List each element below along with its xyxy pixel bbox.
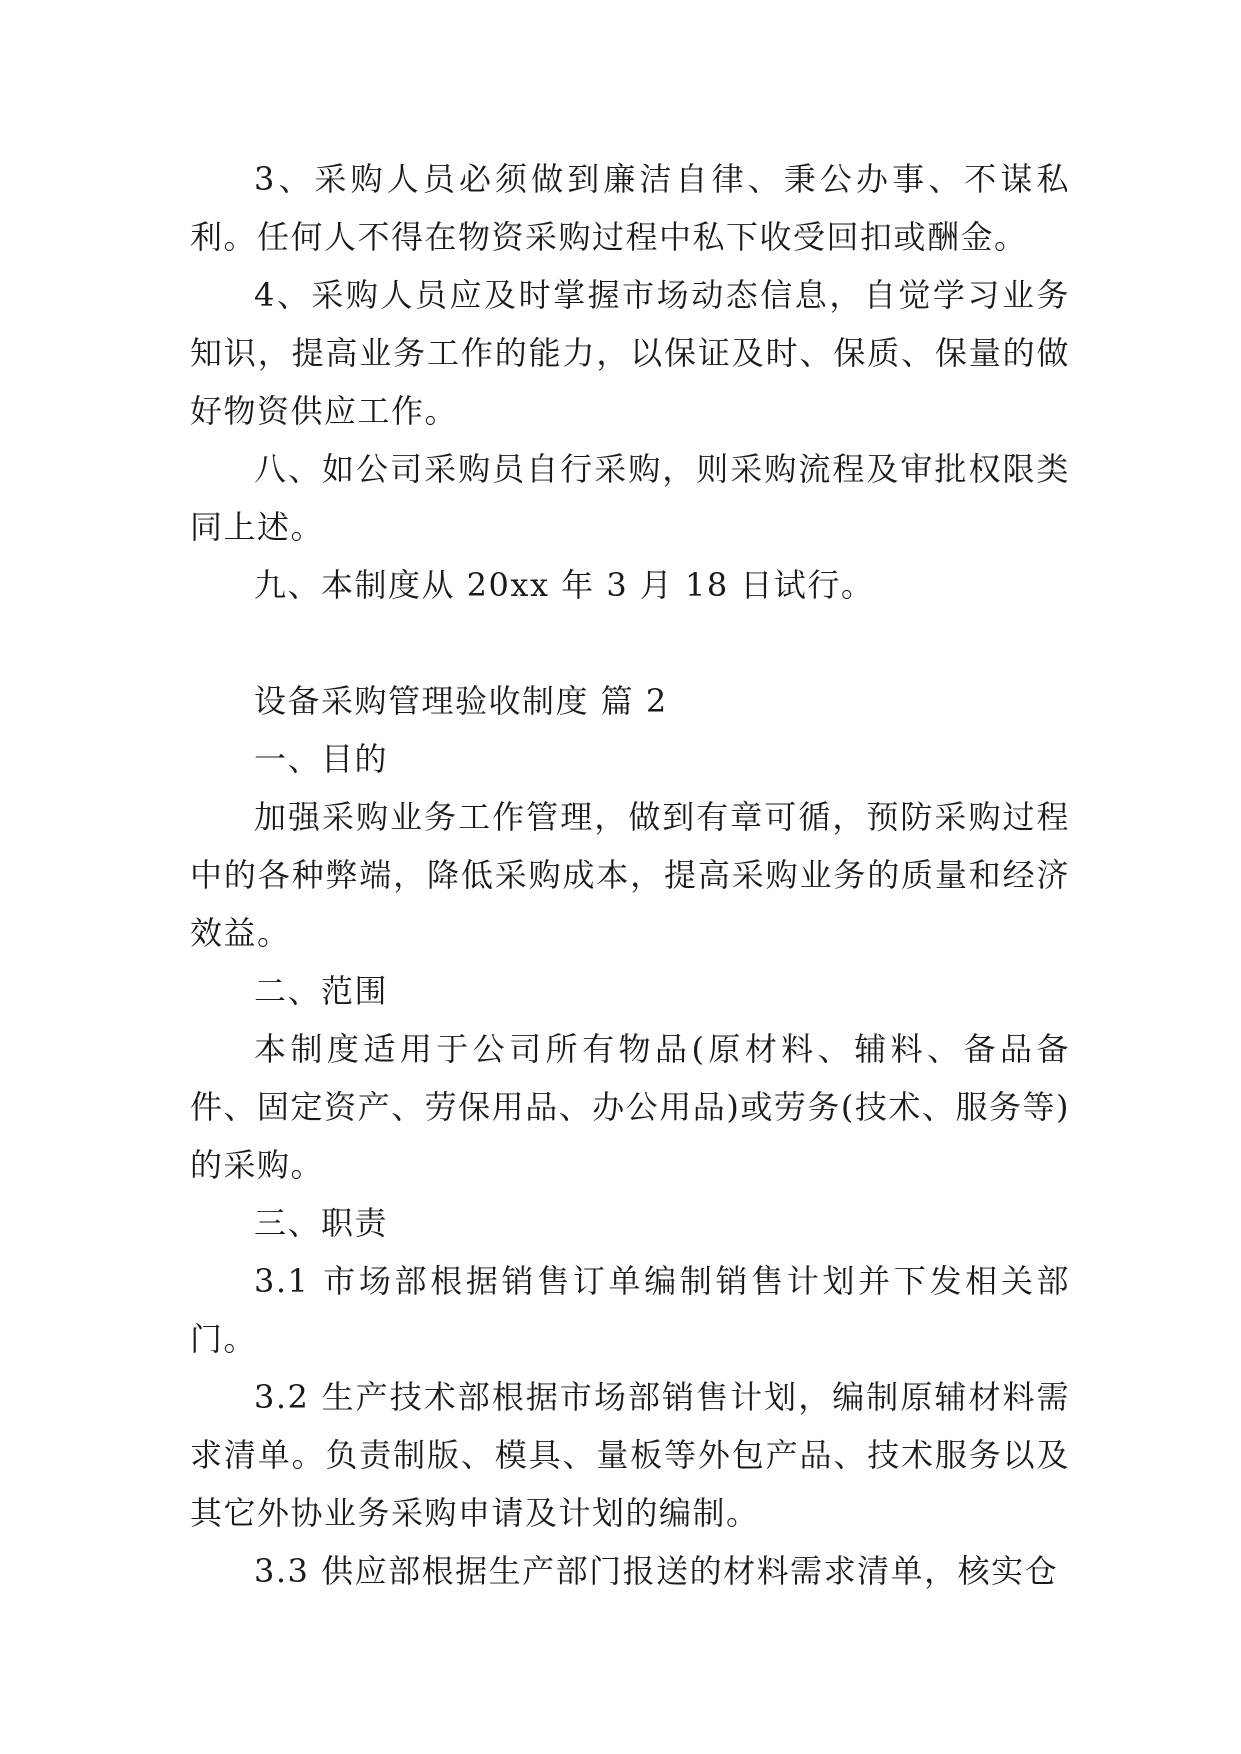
paragraph: 九、本制度从 20xx 年 3 月 18 日试行。 [254, 566, 875, 604]
paragraph: 3.2 生产技术部根据市场部销售计划，编制原辅材料需求清单。负责制版、模具、量板等外包产品、技术服务以及其它外协业务采购申请及计划的编制。 [190, 1378, 1070, 1532]
paragraph: 4、采购人员应及时掌握市场动态信息，自觉学习业务知识，提高业务工作的能力，以保证及时、保质、保量的做好物资供应工作。 [190, 276, 1070, 430]
paragraph: 3.3 供应部根据生产部门报送的材料需求清单，核实仓 [254, 1552, 1059, 1590]
paragraph: 3.1 市场部根据销售订单编制销售计划并下发相关部门。 [190, 1262, 1070, 1358]
paragraph: 3、采购人员必须做到廉洁自律、秉公办事、不谋私利。任何人不得在物资采购过程中私下收受回扣或酬金。 [190, 160, 1070, 256]
paragraph: 加强采购业务工作管理，做到有章可循，预防采购过程中的各种弊端，降低采购成本，提高采购业务的质量和经济效益。 [190, 798, 1070, 952]
paragraph: 本制度适用于公司所有物品(原材料、辅料、备品备件、固定资产、劳保用品、办公用品)或劳务(技术、服务等)的采购。 [190, 1030, 1070, 1184]
section-title: 设备采购管理验收制度 篇 2 [254, 682, 668, 720]
document-page [190, 150, 1070, 1600]
section-spacer [190, 614, 1070, 672]
heading-purpose: 一、目的 [254, 740, 389, 778]
heading-scope: 二、范围 [254, 972, 389, 1010]
heading-duties: 三、职责 [254, 1204, 389, 1242]
paragraph: 八、如公司采购员自行采购，则采购流程及审批权限类同上述。 [190, 450, 1070, 546]
